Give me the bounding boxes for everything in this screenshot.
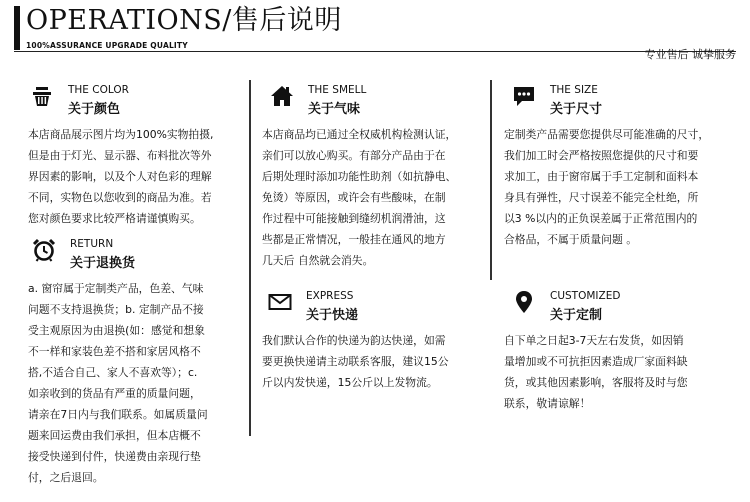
body-line: 接受快递到付件，快递费由亲现行垫 bbox=[28, 450, 201, 463]
body-line: 亲们可以放心购买。有部分产品由于在 bbox=[262, 149, 446, 162]
section-body bbox=[28, 124, 245, 229]
section-zh-title: 关于退换货 bbox=[70, 256, 136, 271]
body-line: 题来回运费由我们承担，但本店概不 bbox=[28, 429, 201, 442]
section-body bbox=[504, 124, 737, 250]
body-line: 本店商品展示图片均为100%实物拍摄, bbox=[28, 128, 214, 141]
section-body bbox=[504, 330, 737, 414]
body-line: 不一样和家装色差不搭和家居风格不 bbox=[28, 345, 201, 358]
section-en-title: THE SIZE bbox=[550, 84, 598, 96]
body-line: 问题不支持退换货；b. 定制产品不接 bbox=[28, 303, 204, 316]
body-line: 搭,不适合自己、家人不喜欢等）；c. bbox=[28, 366, 198, 379]
body-line: 我们加工时会严格按照您提供的尺寸和要 bbox=[504, 149, 699, 162]
body-line: 不同，实物色以您收到的商品为准。若 bbox=[28, 191, 212, 204]
body-line: 免烫）等原因，或许会有些酸味，在制 bbox=[262, 191, 446, 204]
body-line: 受主观原因为由退换(如：感觉和想象 bbox=[28, 324, 205, 337]
body-line: 但是由于灯光、显示器、布料批次等外 bbox=[28, 149, 212, 162]
body-line: 求加工，由于窗帘属于手工定制和面料本 bbox=[504, 170, 699, 183]
body-line: 付，之后退回。 bbox=[28, 471, 104, 484]
header-accent-bar bbox=[14, 6, 20, 50]
column-divider-left bbox=[249, 80, 251, 436]
body-line: 斤以内发快递，15公斤以上发物流。 bbox=[262, 376, 438, 389]
section-smell bbox=[262, 84, 485, 271]
section-zh-title: 关于颜色 bbox=[68, 102, 121, 117]
header-divider bbox=[14, 51, 736, 52]
section-en-title: THE COLOR bbox=[68, 84, 129, 96]
body-line: 作过程中可能接触到缝纫机润滑油，这 bbox=[262, 212, 446, 225]
body-line: 合格品，不属于质量问题 。 bbox=[504, 233, 637, 246]
body-line: 本店商品均已通过全权威机构检测认证， bbox=[262, 128, 457, 141]
body-line: 货，或其他因素影响，客服将及时与您 bbox=[504, 376, 688, 389]
section-zh-title: 关于定制 bbox=[550, 308, 603, 323]
body-line: 联系，敬请谅解！ bbox=[504, 397, 591, 410]
body-line: 自下单之日起3-7天左右发货，如因销 bbox=[504, 334, 684, 347]
section-en-title: CUSTOMIZED bbox=[550, 290, 621, 302]
body-line: 界因素的影响，以及个人对色彩的理解 bbox=[28, 170, 212, 183]
envelope-icon bbox=[268, 290, 292, 314]
body-line: 量增加或不可抗拒因素造成厂家面料缺 bbox=[504, 355, 688, 368]
body-line: 如亲收到的货品有严重的质量问题， bbox=[28, 387, 201, 400]
body-line: 您对颜色要求比较严格请谨慎购买。 bbox=[28, 212, 201, 225]
page-title: OPERATIONS/售后说明 bbox=[26, 5, 342, 36]
body-line: 身具有弹性，尺寸误差不能完全杜绝，所 bbox=[504, 191, 699, 204]
section-zh-title: 关于快递 bbox=[306, 308, 359, 323]
body-line: 我们默认合作的快递为韵达快递，如需 bbox=[262, 334, 446, 347]
basket-icon bbox=[30, 84, 54, 108]
section-express bbox=[262, 290, 483, 393]
column-divider-right bbox=[490, 80, 492, 280]
section-body bbox=[262, 124, 485, 271]
location-pin-icon bbox=[512, 290, 536, 314]
body-line: 以3 %以内的正负误差属于正常范围内的 bbox=[504, 212, 698, 225]
section-en-title: RETURN bbox=[70, 238, 114, 250]
section-en-title: EXPRESS bbox=[306, 290, 354, 302]
body-line: a. 窗帘属于定制类产品，色差、气味 bbox=[28, 282, 204, 295]
service-slogan: 专业售后 诚挚服务 bbox=[644, 48, 736, 61]
body-line: 些都是正常情况，一般挂在通风的地方 bbox=[262, 233, 446, 246]
section-body bbox=[28, 278, 247, 488]
section-body bbox=[262, 330, 483, 393]
section-size bbox=[504, 84, 737, 250]
page-subtitle: 100%ASSURANCE UPGRADE QUALITY bbox=[26, 41, 188, 50]
section-zh-title: 关于尺寸 bbox=[550, 102, 603, 117]
chat-icon bbox=[512, 84, 536, 108]
section-en-title: THE SMELL bbox=[308, 84, 367, 96]
house-icon bbox=[270, 84, 294, 108]
body-line: 定制类产品需要您提供尽可能准确的尺寸， bbox=[504, 128, 710, 141]
section-return bbox=[28, 238, 247, 488]
body-line: 请亲在7日内与我们联系。如属质量问 bbox=[28, 408, 208, 421]
body-line: 要更换快递请主动联系客服，建议15公 bbox=[262, 355, 449, 368]
section-customized bbox=[504, 290, 737, 414]
body-line: 几天后 自然就会消失。 bbox=[262, 254, 374, 267]
section-color bbox=[30, 84, 245, 229]
section-zh-title: 关于气味 bbox=[308, 102, 361, 117]
alarm-clock-icon bbox=[32, 238, 56, 262]
body-line: 后期处理时添加功能性助剂（如抗静电、 bbox=[262, 170, 457, 183]
